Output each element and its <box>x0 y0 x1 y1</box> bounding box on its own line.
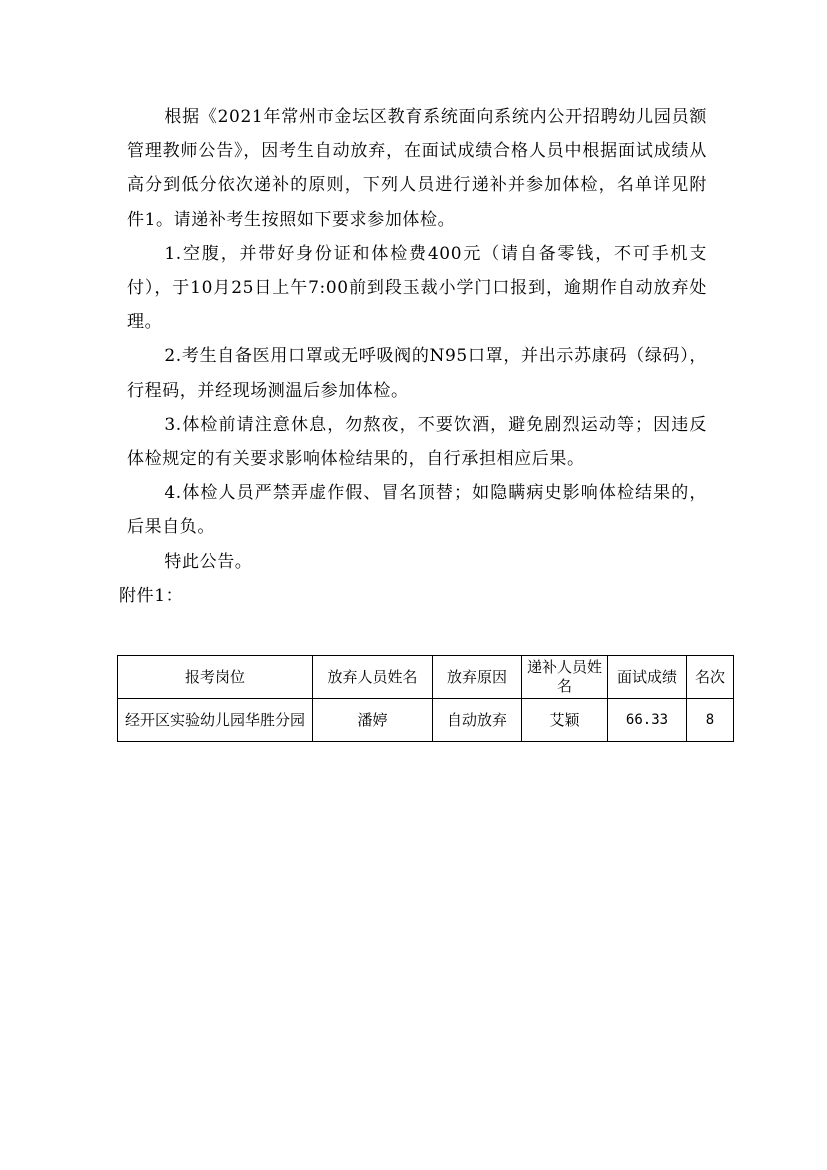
closing-paragraph: 特此公告。 <box>164 551 253 572</box>
notice-body <box>119 100 707 613</box>
header-interview-score: 面试成绩 <box>608 656 687 699</box>
header-position: 报考岗位 <box>118 656 313 699</box>
requirement-4: 4.体检人员严禁弄虚作假、冒名顶替；如隐瞒病史影响体检结果的，后果自负。 <box>127 483 707 538</box>
attachment-label: 附件1： <box>119 585 184 606</box>
table-row <box>118 699 734 742</box>
cell-withdraw-reason: 自动放弃 <box>433 699 522 742</box>
requirement-1: 1.空腹，并带好身份证和体检费400元（请自备零钱，不可手机支付），于10月25日上午7:00前到段玉裁小学门口报到，逾期作自动放弃处理。 <box>127 243 707 333</box>
cell-rank: 8 <box>687 699 734 742</box>
cell-substitute-name: 艾颖 <box>522 699 608 742</box>
cell-interview-score: 66.33 <box>608 699 687 742</box>
header-rank: 名次 <box>687 656 734 699</box>
intro-paragraph: 根据《2021年常州市金坛区教育系统面向系统内公开招聘幼儿园员额管理教师公告》，因考生自动放弃，在面试成绩合格人员中根据面试成绩从高分到低分依次递补的原则，下列人员进行递补并参加体检，名单详见附件1。请递补考生按照如下要求参加体检。 <box>127 107 707 230</box>
cell-position: 经开区实验幼儿园华胜分园 <box>118 699 313 742</box>
requirement-3: 3.体检前请注意休息，勿熬夜，不要饮酒，避免剧烈运动等；因违反体检规定的有关要求影响体检结果的，自行承担相应后果。 <box>127 414 707 470</box>
table-header-row <box>118 656 734 699</box>
header-substitute-name: 递补人员姓名 <box>522 656 608 699</box>
requirement-2: 2.考生自备医用口罩或无呼吸阀的N95口罩，并出示苏康码（绿码），行程码，并经现场测温后参加体检。 <box>127 346 707 401</box>
cell-withdrawn-name: 潘婷 <box>313 699 433 742</box>
attachment-table <box>117 655 734 742</box>
header-withdrawn-name: 放弃人员姓名 <box>313 656 433 699</box>
header-withdraw-reason: 放弃原因 <box>433 656 522 699</box>
